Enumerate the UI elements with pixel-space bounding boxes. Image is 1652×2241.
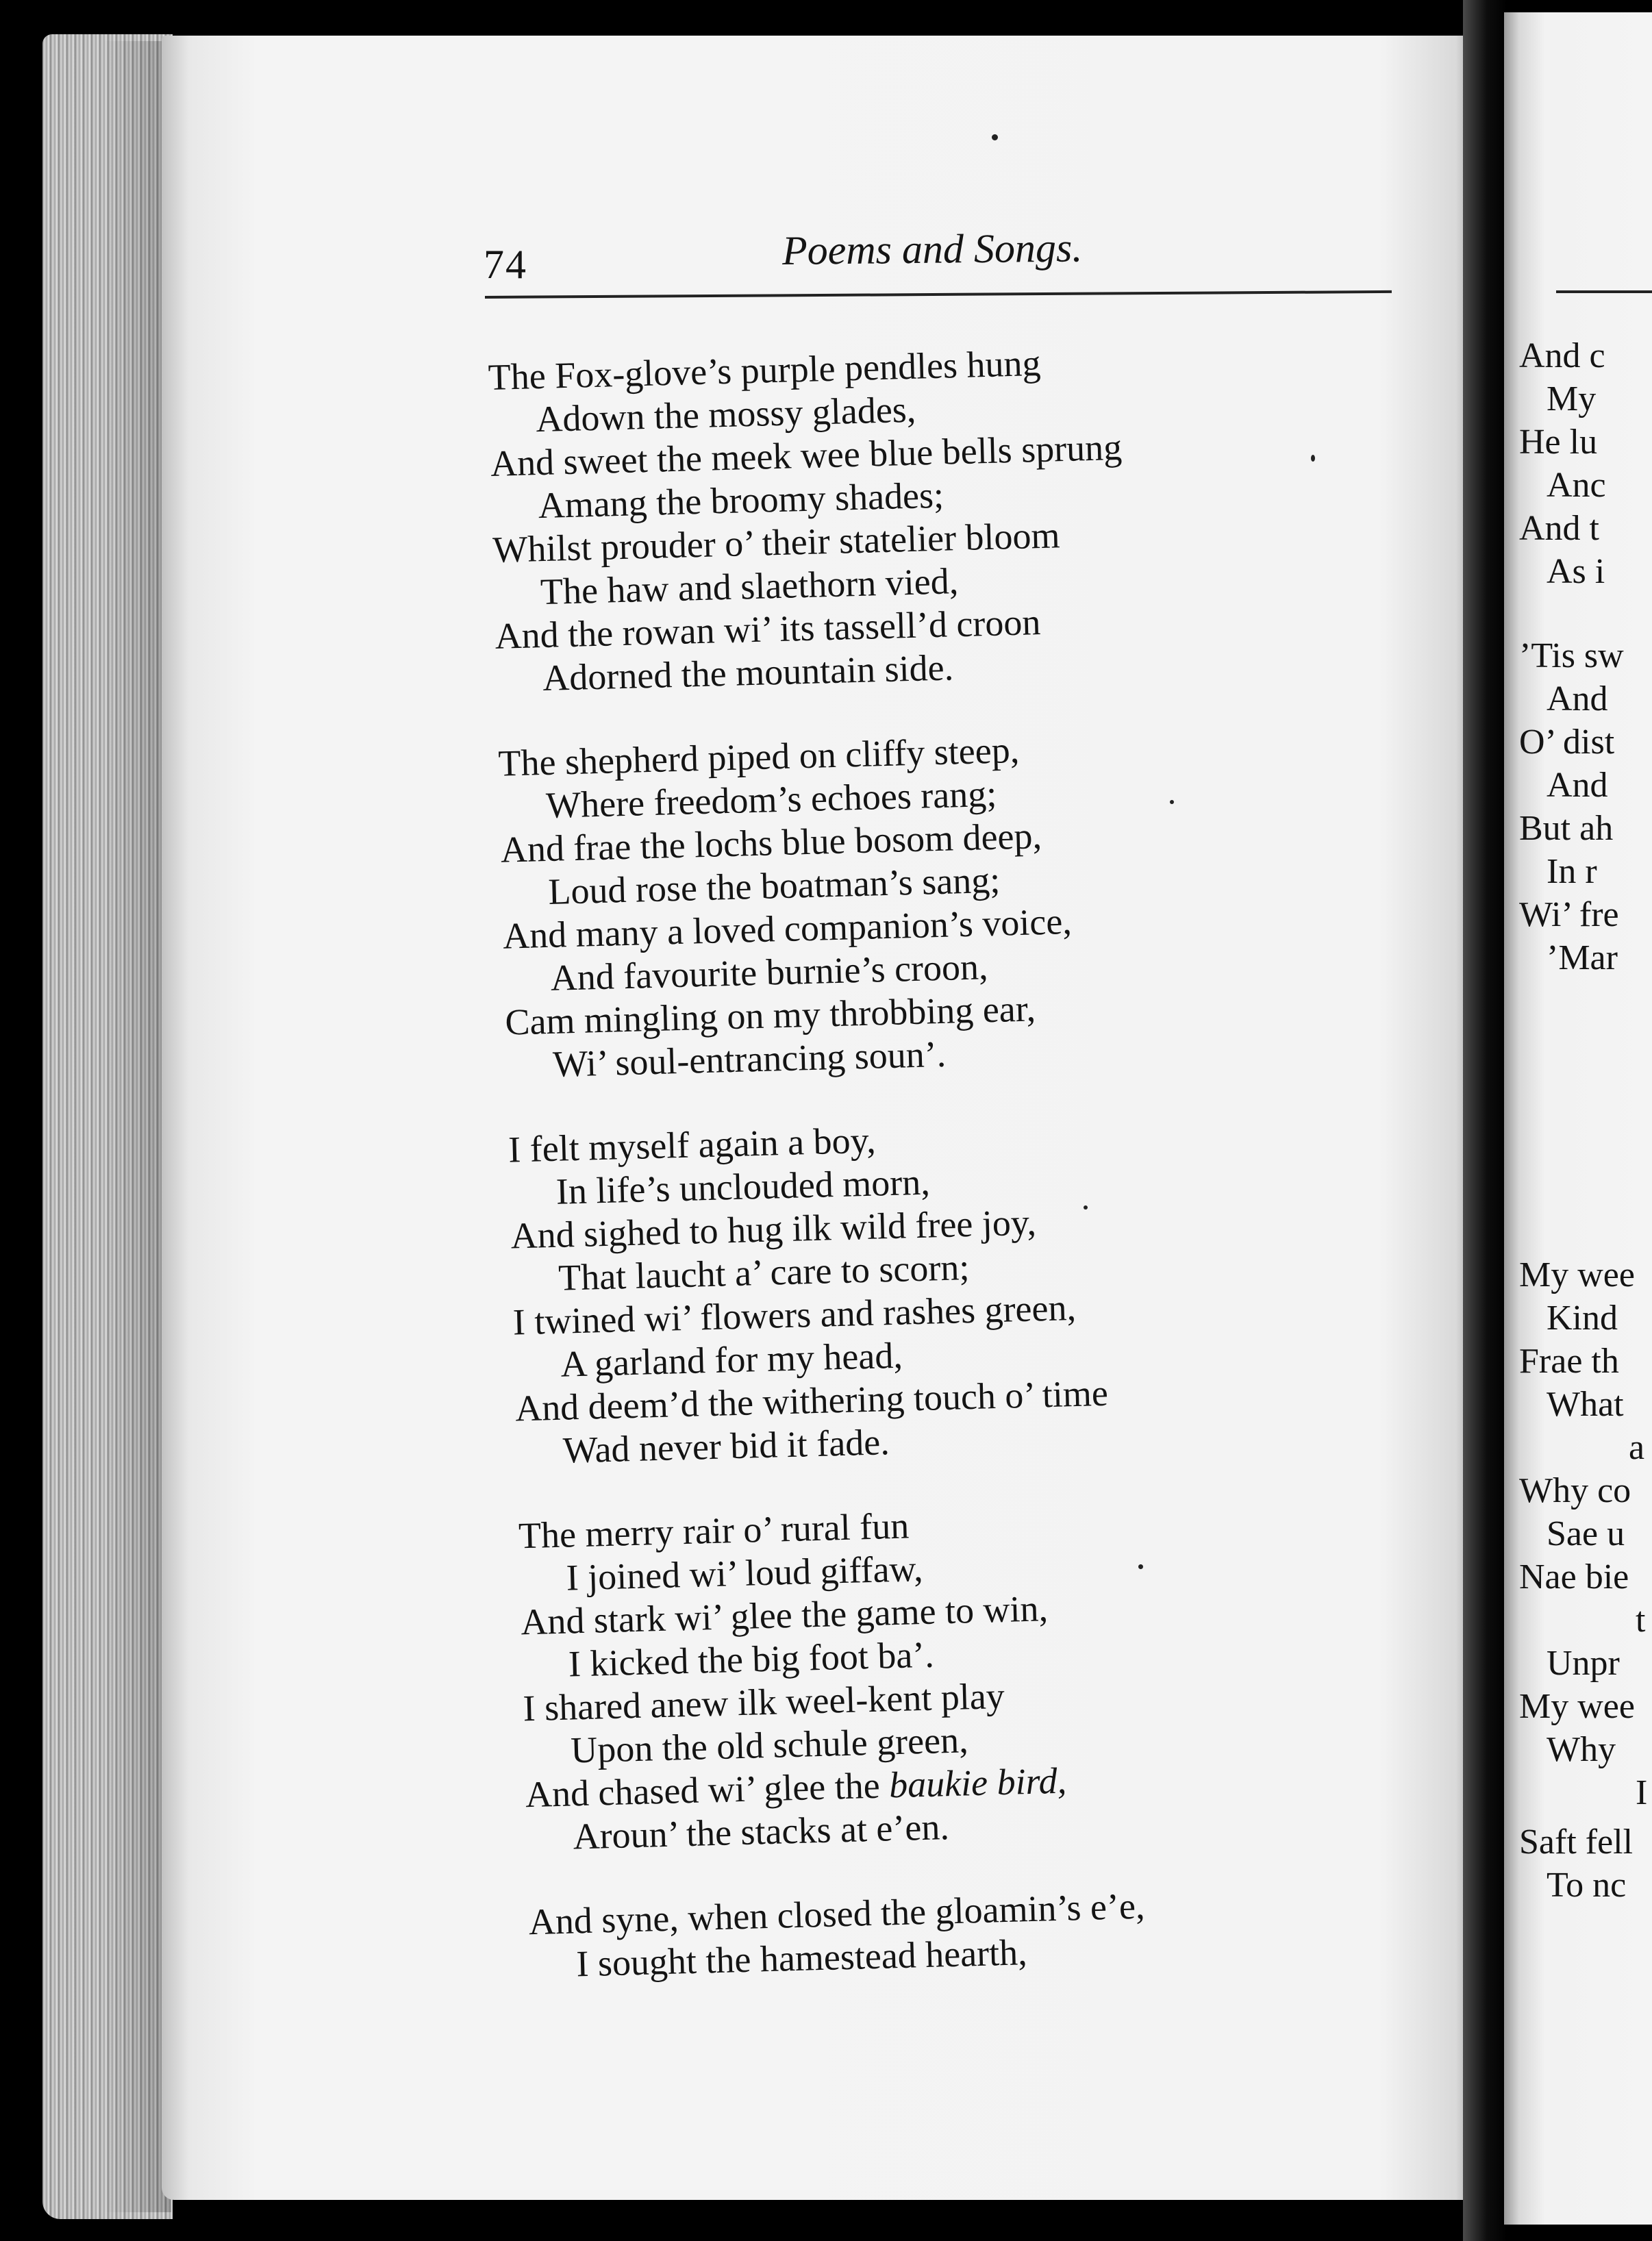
verse-line: The merry rair o’ rural fun [518,1505,910,1557]
facing-line: And t [1519,509,1599,548]
verse-line: The Fox-glove’s purple pendles hung [488,342,1042,398]
facing-line: Sae u [1547,1514,1625,1553]
facing-line: In r [1547,852,1597,891]
facing-line: Anc [1547,466,1606,505]
verse-line: Upon the old schule green, [570,1719,969,1771]
verse-line: Wad never bid it fade. [562,1421,890,1471]
facing-line: t [1636,1601,1646,1640]
verse-line: And the rowan wi’ its tassell’d croon [494,601,1042,657]
facing-line: Wi’ fre [1519,895,1619,934]
ink-speck [1084,1205,1088,1210]
facing-line: Why co [1519,1471,1631,1510]
verse-line: And frae the lochs blue bosom deep, [500,815,1042,871]
facing-line: I [1636,1773,1648,1812]
verse-line: A garland for my head, [560,1334,903,1385]
verse-line: Cam mingling on my throbbing ear, [504,988,1036,1043]
stanza-5 [528,1884,1162,1987]
stanza-4 [518,1498,1158,1860]
verse-line: And sweet the meek wee blue bells sprung [490,426,1123,484]
page-number: 74 [484,242,527,287]
facing-page-text-block-2 [1519,1253,1647,1814]
verse-line: I felt myself again a boy, [508,1119,877,1170]
facing-line: But ah [1519,809,1614,848]
verse-line: I kicked the big foot ba’. [568,1633,935,1685]
facing-line: To nc [1547,1866,1627,1905]
verse-line: And deem’d the withering touch o’ time [514,1372,1109,1429]
verse-line: And sighed to hug ilk wild free joy, [510,1201,1037,1257]
ink-speck [1311,455,1315,462]
facing-line: And [1547,766,1608,805]
facing-line: Unpr [1547,1644,1620,1683]
verse-line: And many a loved companion’s voice, [502,900,1073,957]
ink-speck [992,134,998,140]
verse-line: Adown the mossy glades, [535,388,916,440]
verse-line: The haw and slaethorn vied, [540,560,959,613]
running-title: Poems and Songs. [781,225,1083,273]
verse-line: Where freedom’s echoes rang; [545,773,997,826]
stanza-1 [488,340,1128,701]
verse-line: And favourite burnie’s croon, [550,946,989,999]
verse-line: The shepherd piped on cliffy steep, [497,729,1020,784]
verse-line: In life’s unclouded morn, [555,1161,931,1212]
poem-text [488,340,1162,1987]
verse-line: That laucht a’ care to scorn; [558,1247,971,1299]
verse-line: Wi’ soul-entrancing soun’. [552,1033,947,1085]
facing-line: ’Tis sw [1519,636,1624,675]
verse-line: Whilst prouder o’ their statelier bloom [492,514,1061,571]
facing-line: a [1629,1428,1645,1467]
facing-line: Why [1547,1730,1616,1769]
verse-line: Adorned the mountain side. [542,647,954,699]
verse-line: I joined wi’ loud giffaw, [565,1547,924,1599]
facing-line: He lu [1519,423,1598,462]
verse-line: I sought the hamestead hearth, [575,1931,1028,1985]
verse-line: Aroun’ the stacks at e’en. [572,1806,950,1857]
stanza-2 [498,726,1138,1088]
facing-line: Saft fell [1519,1823,1634,1862]
verse-line: And stark wi’ glee the game to win, [520,1588,1049,1643]
facing-page-text-block-3 [1519,1820,1633,1907]
ink-speck [1170,800,1174,804]
facing-header-rule [1556,290,1652,293]
facing-line: And c [1519,336,1605,375]
facing-line: My [1547,379,1597,418]
book-gutter [1463,0,1507,2241]
facing-line: And [1547,679,1608,718]
facing-line: ’Mar [1547,938,1618,977]
facing-line: As i [1547,552,1605,591]
verse-line-text: And chased wi’ glee the [525,1764,881,1816]
verse-line: Amang the broomy shades; [537,474,944,527]
facing-page-text-block-1 [1519,334,1624,979]
italic-phrase: baukie bird, [888,1760,1067,1806]
facing-line: Frae th [1519,1342,1619,1381]
stanza-3 [508,1112,1149,1473]
facing-line: My wee [1519,1255,1635,1294]
facing-line: O’ dist [1519,723,1615,762]
verse-line: I shared anew ilk weel-kent play [522,1675,1005,1729]
page-edges-shadow [103,41,171,2212]
facing-line: My wee [1519,1687,1635,1726]
facing-line: Nae bie [1519,1557,1629,1597]
verse-line: And syne, when closed the gloamin’s e’e, [528,1885,1146,1943]
facing-line: Kind [1547,1299,1618,1338]
verse-line: Loud rose the boatman’s sang; [547,859,1001,912]
facing-line: What [1547,1385,1624,1424]
ink-speck [1138,1564,1143,1569]
verse-line: I twined wi’ flowers and rashes green, [512,1287,1077,1343]
